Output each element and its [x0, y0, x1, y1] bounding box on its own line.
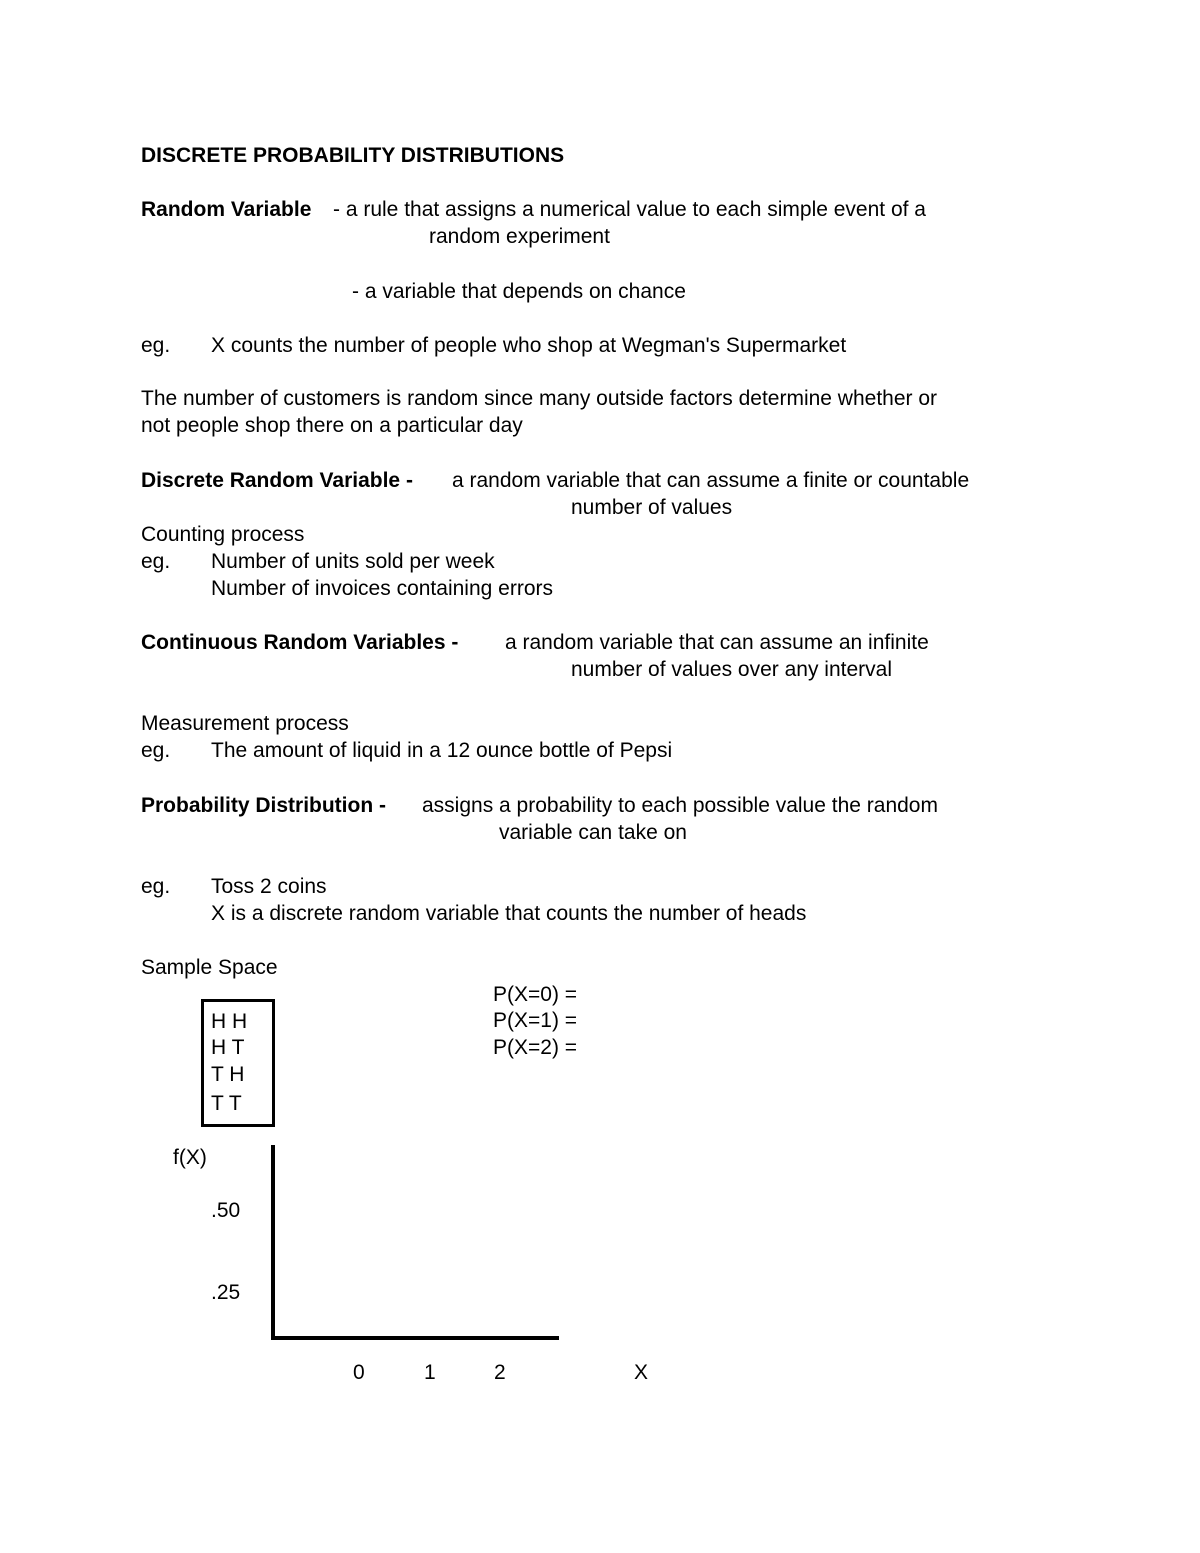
probability-distribution-def-line1: assigns a probability to each possible value the random [422, 794, 938, 817]
discrete-ex2: Number of invoices containing errors [211, 577, 553, 600]
paragraph-line1: The number of customers is random since many outside factors determine whether or [141, 387, 938, 410]
continuous-def-line2: number of values over any interval [571, 658, 892, 681]
continuous-def-line1: a random variable that can assume an infinite [505, 631, 929, 654]
discrete-process: Counting process [141, 523, 305, 546]
example1-eg: eg. [141, 334, 171, 357]
random-variable-term: Random Variable [141, 198, 312, 221]
discrete-ex1: Number of units sold per week [211, 550, 495, 573]
probability-distribution-def-line2: variable can take on [499, 821, 687, 844]
page-title: DISCRETE PROBABILITY DISTRIBUTIONS [141, 144, 565, 167]
discrete-eg: eg. [141, 550, 171, 573]
sample-space-outcome: H H [211, 1010, 248, 1033]
chart-x-tick-label: 0 [353, 1361, 365, 1384]
chart-x-tick-label: 1 [424, 1361, 436, 1384]
chart-x-tick-label: 2 [494, 1361, 506, 1384]
chart-x-axis [271, 1336, 559, 1340]
random-variable-def-line2: random experiment [429, 225, 610, 248]
continuous-eg: eg. [141, 739, 171, 762]
chart-x-axis-label: X [634, 1361, 649, 1384]
chart-y-axis-label: f(X) [173, 1146, 207, 1169]
random-variable-def2: - a variable that depends on chance [352, 280, 686, 303]
probability-line: P(X=1) = [493, 1009, 578, 1032]
probability-distribution-eg: eg. [141, 875, 171, 898]
probability-distribution-ex2: X is a discrete random variable that counts the number of heads [211, 902, 807, 925]
sample-space-outcome: T H [211, 1063, 245, 1086]
example1-text: X counts the number of people who shop at Wegman's Supermarket [211, 334, 847, 357]
continuous-ex1: The amount of liquid in a 12 ounce bottle of Pepsi [211, 739, 673, 762]
probability-distribution-ex1: Toss 2 coins [211, 875, 327, 898]
continuous-term: Continuous Random Variables - [141, 631, 459, 654]
chart-y-axis [271, 1145, 275, 1340]
sample-space-outcome: T T [211, 1092, 242, 1115]
discrete-def-line2: number of values [571, 496, 733, 519]
probability-line: P(X=2) = [493, 1036, 578, 1059]
discrete-term: Discrete Random Variable - [141, 469, 413, 492]
discrete-def-line1: a random variable that can assume a finite or countable [452, 469, 970, 492]
sample-space-label: Sample Space [141, 956, 278, 979]
sample-space-outcome: H T [211, 1036, 245, 1059]
continuous-process: Measurement process [141, 712, 349, 735]
random-variable-def-line1: - a rule that assigns a numerical value to each simple event of a [333, 198, 926, 221]
probability-line: P(X=0) = [493, 983, 578, 1006]
chart-y-tick-label: .25 [211, 1281, 241, 1304]
chart-y-tick-label: .50 [211, 1199, 241, 1222]
probability-distribution-term: Probability Distribution - [141, 794, 386, 817]
paragraph-line2: not people shop there on a particular day [141, 414, 523, 437]
